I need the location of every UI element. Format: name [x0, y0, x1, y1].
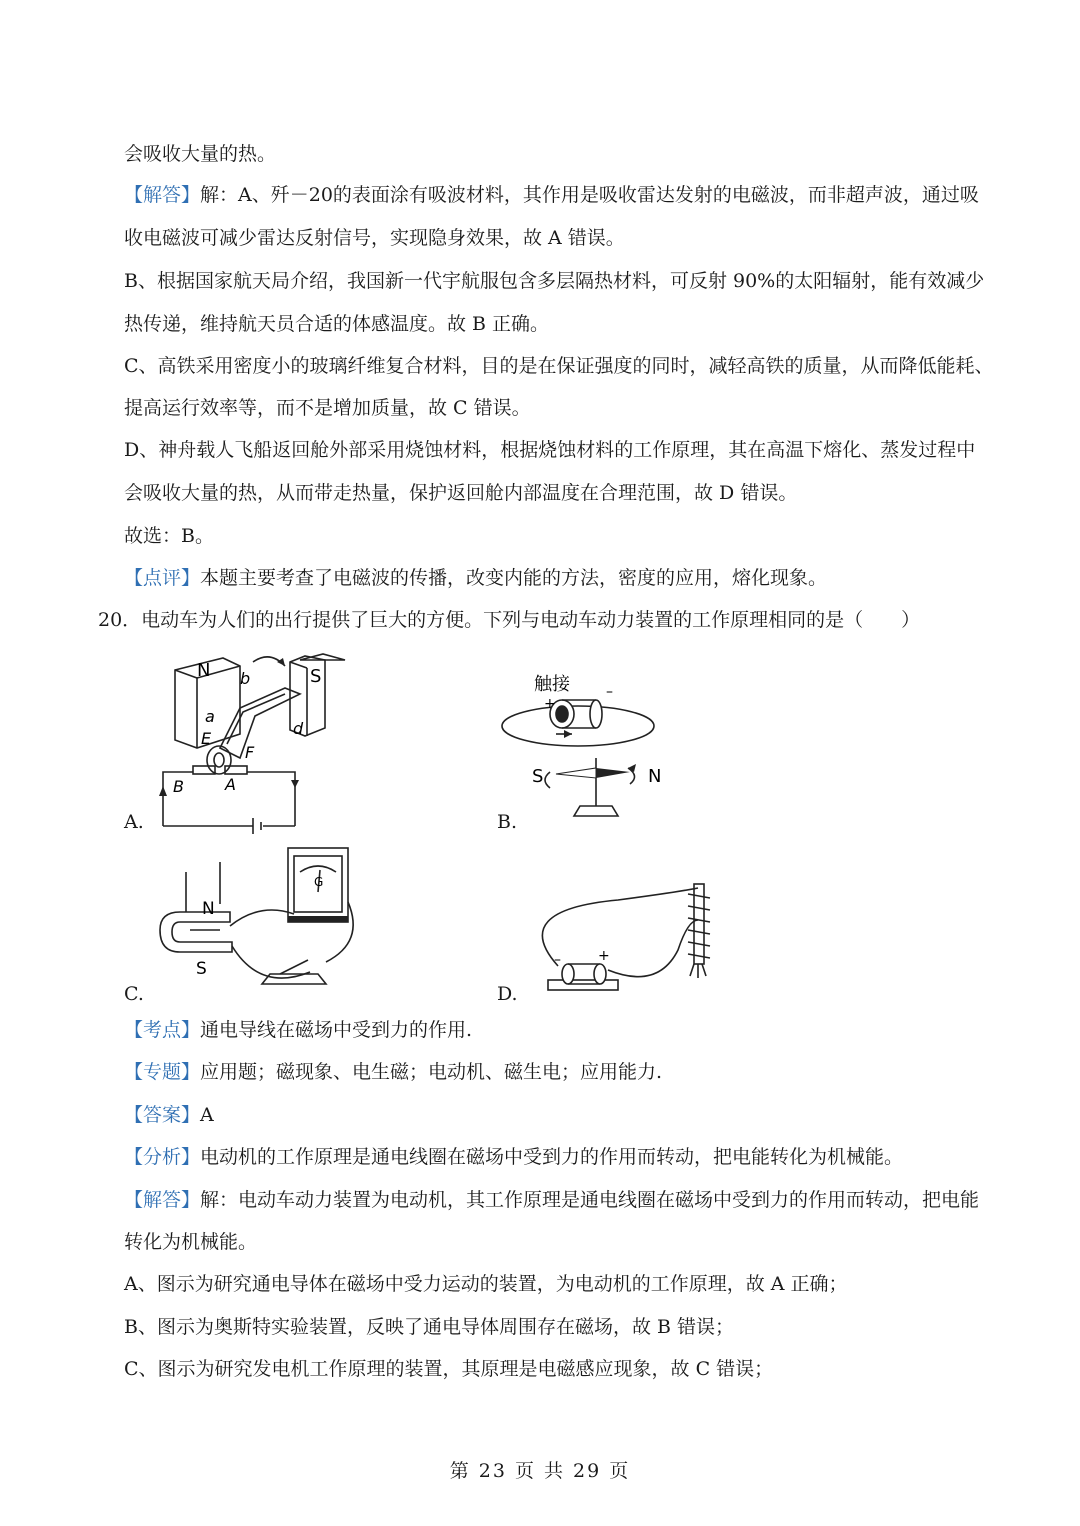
text-line: B、根据国家航天局介绍，我国新一代宇航服包含多层隔热材料，可反射 90%的太阳辐射，能有效减少: [124, 270, 985, 292]
option-c-label: C.: [124, 983, 144, 1005]
svg-text:–: –: [554, 952, 561, 968]
label-s: S: [310, 666, 322, 687]
text-line: 会吸收大量的热，从而带走热量，保护返回舱内部温度在合理范围，故 D 错误。: [124, 482, 798, 504]
text-line: C、图示为研究发电机工作原理的装置，其原理是电磁感应现象，故 C 错误；: [124, 1358, 774, 1380]
figure-c-generator: [150, 842, 365, 998]
figure-d-electromagnet: [528, 880, 723, 998]
svg-text:E: E: [201, 729, 212, 748]
text-line: 【解答】解：电动车动力装置为电动机，其工作原理是通电线圈在磁场中受到力的作用而转动，把电能: [124, 1189, 980, 1211]
text-line: C、高铁采用密度小的玻璃纤维复合材料，目的是在保证强度的同时，减轻高铁的质量，从而降低能耗、: [124, 355, 994, 377]
text-line: 【点评】本题主要考查了电磁波的传播，改变内能的方法，密度的应用，熔化现象。: [124, 567, 828, 589]
svg-text:B: B: [173, 777, 184, 796]
text-line: 收电磁波可减少雷达反射信号，实现隐身效果，故 A 错误。: [124, 227, 625, 249]
text-line: A、图示为研究通电导体在磁场中受力运动的装置，为电动机的工作原理，故 A 正确；: [124, 1273, 848, 1295]
svg-text:G: G: [314, 875, 324, 889]
svg-text:N: N: [648, 766, 662, 787]
text-line: 【考点】通电导线在磁场中受到力的作用.: [124, 1019, 473, 1041]
text-line: B、图示为奥斯特实验装置，反映了通电导体周围存在磁场，故 B 错误；: [124, 1316, 735, 1338]
text-line: 转化为机械能。: [124, 1231, 258, 1253]
svg-text:F: F: [245, 743, 255, 762]
switch: [262, 974, 326, 984]
wire-loop: [502, 706, 654, 746]
u-magnet: [160, 912, 232, 952]
text-line: 提高运行效率等，而不是增加质量，故 C 错误。: [124, 397, 531, 419]
question-20: 20．电动车为人们的出行提供了巨大的方便。下列与电动车动力装置的工作原理相同的是（ ）: [98, 609, 921, 631]
svg-text:N: N: [202, 899, 215, 919]
text-line: 【分析】电动机的工作原理是通电线圈在磁场中受到力的作用而转动，把电能转化为机械能。: [124, 1146, 904, 1168]
comment-tag: 【点评】: [124, 567, 201, 589]
page-footer: 第 23 页 共 29 页: [449, 1460, 631, 1482]
label-n: N: [197, 660, 211, 681]
option-b-label: B.: [497, 811, 518, 833]
svg-text:+: +: [544, 696, 556, 712]
svg-text:a: a: [205, 707, 215, 726]
svg-text:A: A: [225, 775, 236, 794]
text-line: 【专题】应用题；磁现象、电生磁；电动机、磁生电；应用能力.: [124, 1061, 663, 1083]
answer-tag: 【解答】: [124, 184, 201, 206]
option-a-label: A.: [124, 811, 144, 833]
svg-text:S: S: [532, 766, 544, 787]
figure-a-motor: [145, 648, 320, 828]
text-line: 【答案】A: [124, 1104, 214, 1126]
svg-text:b: b: [240, 669, 251, 688]
text-line: 会吸收大量的热。: [124, 143, 277, 165]
text-line: 热传递，维持航天员合适的体感温度。故 B 正确。: [124, 313, 550, 335]
touch-label: 触接: [534, 674, 570, 695]
svg-text:–: –: [606, 684, 613, 700]
svg-text:+: +: [598, 948, 610, 964]
option-d-label: D.: [497, 983, 518, 1005]
figure-b-oersted: [500, 668, 670, 828]
text-line: 故选：B。: [124, 525, 214, 547]
text-line: 【解答】解：A、歼－20的表面涂有吸波材料，其作用是吸收雷达发射的电磁波，而非超声波，通过吸: [124, 184, 979, 206]
svg-text:S: S: [196, 959, 207, 979]
text-line: D、神舟载人飞船返回舱外部采用烧蚀材料，根据烧蚀材料的工作原理，其在高温下熔化、蒸发过程中: [124, 439, 976, 461]
svg-text:d: d: [293, 719, 304, 738]
